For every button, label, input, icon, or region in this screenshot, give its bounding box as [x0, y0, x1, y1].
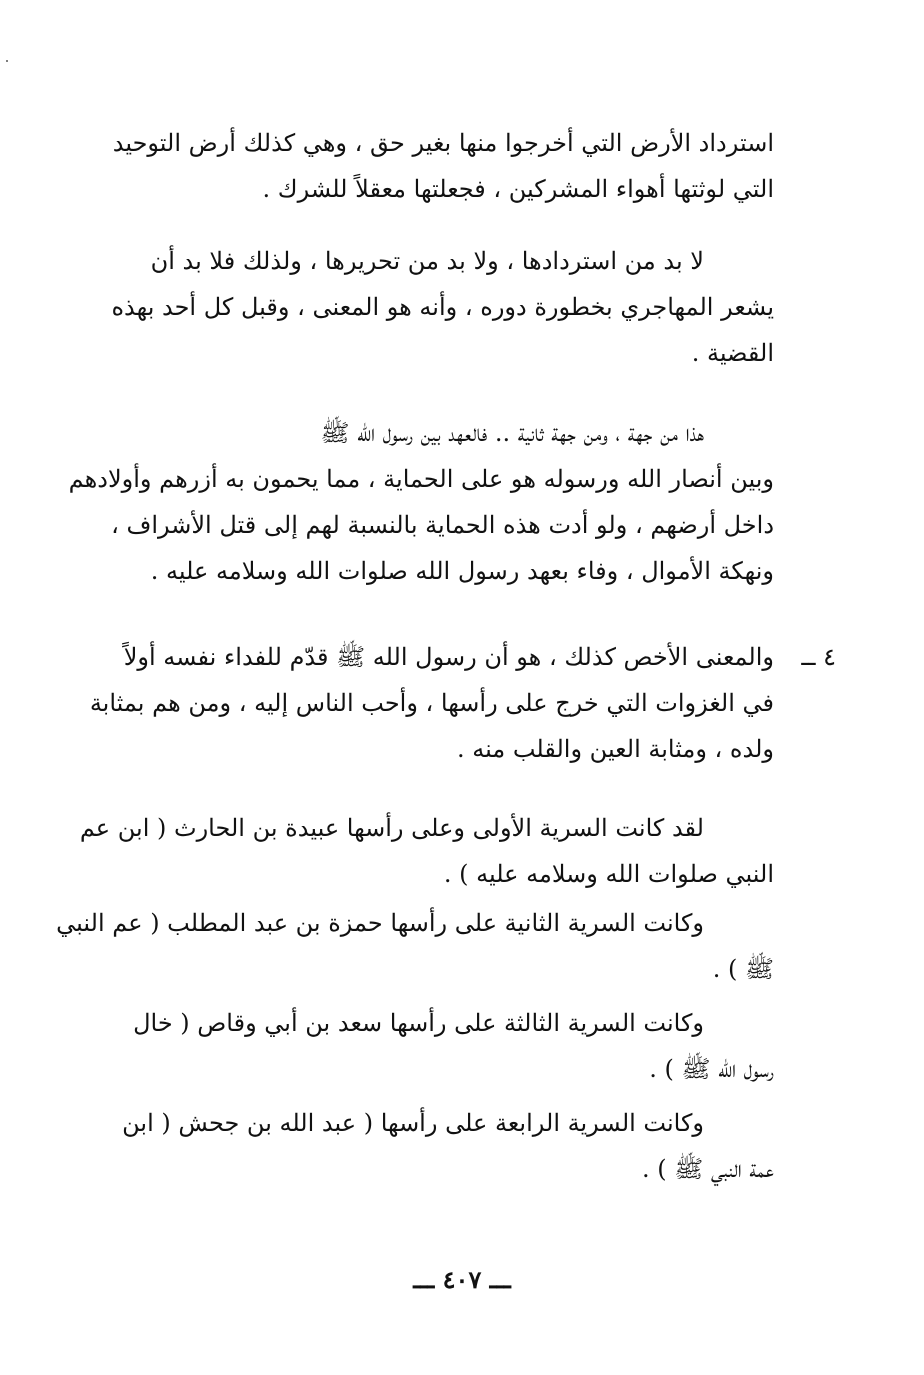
text-line: استرداد الأرض التي أخرجوا منها بغير حق ، وهي كذلك أرض التوحيد [112, 129, 774, 157]
paragraph-6 [56, 900, 774, 992]
text-line: عمة النبي ﷺ ) . [641, 1155, 774, 1183]
text-line: القضية . [691, 339, 774, 367]
text-line: في الغزوات التي خرج على رأسها ، وأحب الناس إليه ، ومن هم بمثابة [89, 689, 774, 717]
scan-speck [6, 60, 8, 62]
paragraph-5 [79, 805, 774, 897]
text-line: وكانت السرية الرابعة على رأسها ( عبد الله بن جحش ( ابن [122, 1109, 704, 1137]
text-line: داخل أرضهم ، ولو أدت هذه الحماية بالنسبة لهم إلى قتل الأشراف ، [111, 511, 774, 539]
page-number: ـــ ٤٠٧ ـــ [413, 1265, 511, 1294]
text-line: النبي صلوات الله وسلامه عليه ) . [443, 860, 774, 888]
text-line: وبين أنصار الله ورسوله هو على الحماية ، مما يحمون به أزرهم وأولادهم [68, 465, 774, 493]
paragraph-4 [84, 634, 774, 772]
paragraph-2 [84, 238, 774, 376]
text-line: ﷺ ) . [712, 955, 774, 983]
text-line: والمعنى الأخص كذلك ، هو أن رسول الله ﷺ قدّم للفداء نفسه أولاً [123, 643, 774, 671]
text-line: وكانت السرية الثالثة على رأسها سعد بن أبي وقاص ( خال [133, 1009, 704, 1037]
text-line: وكانت السرية الثانية على رأسها حمزة بن عبد المطلب ( عم النبي [56, 909, 704, 937]
paragraph-3 [68, 410, 774, 594]
text-line: لقد كانت السرية الأولى وعلى رأسها عبيدة بن الحارث ( ابن عم [79, 814, 704, 842]
text-line: ولده ، ومثابة العين والقلب منه . [456, 735, 774, 763]
paragraph-7 [84, 1000, 774, 1092]
paragraph-8 [84, 1100, 774, 1192]
item-number: ٤ ــ [801, 643, 836, 671]
text-line: يشعر المهاجري بخطورة دوره ، وأنه هو المعنى ، وقبل كل أحد بهذه [111, 293, 774, 321]
text-line: لا بد من استردادها ، ولا بد من تحريرها ، ولذلك فلا بد أن [150, 247, 704, 275]
text-line: التي لوثتها أهواء المشركين ، فجعلتها معقلاً للشرك . [262, 175, 774, 203]
paragraph-1 [84, 120, 774, 212]
text-line: هذا من جهة ، ومن جهة ثانية .. فالعهد بين رسول الله ﷺ [320, 419, 704, 447]
text-line: رسول الله ﷺ ) . [649, 1055, 774, 1083]
text-line: ونهكة الأموال ، وفاء بعهد رسول الله صلوات الله وسلامه عليه . [150, 557, 774, 585]
